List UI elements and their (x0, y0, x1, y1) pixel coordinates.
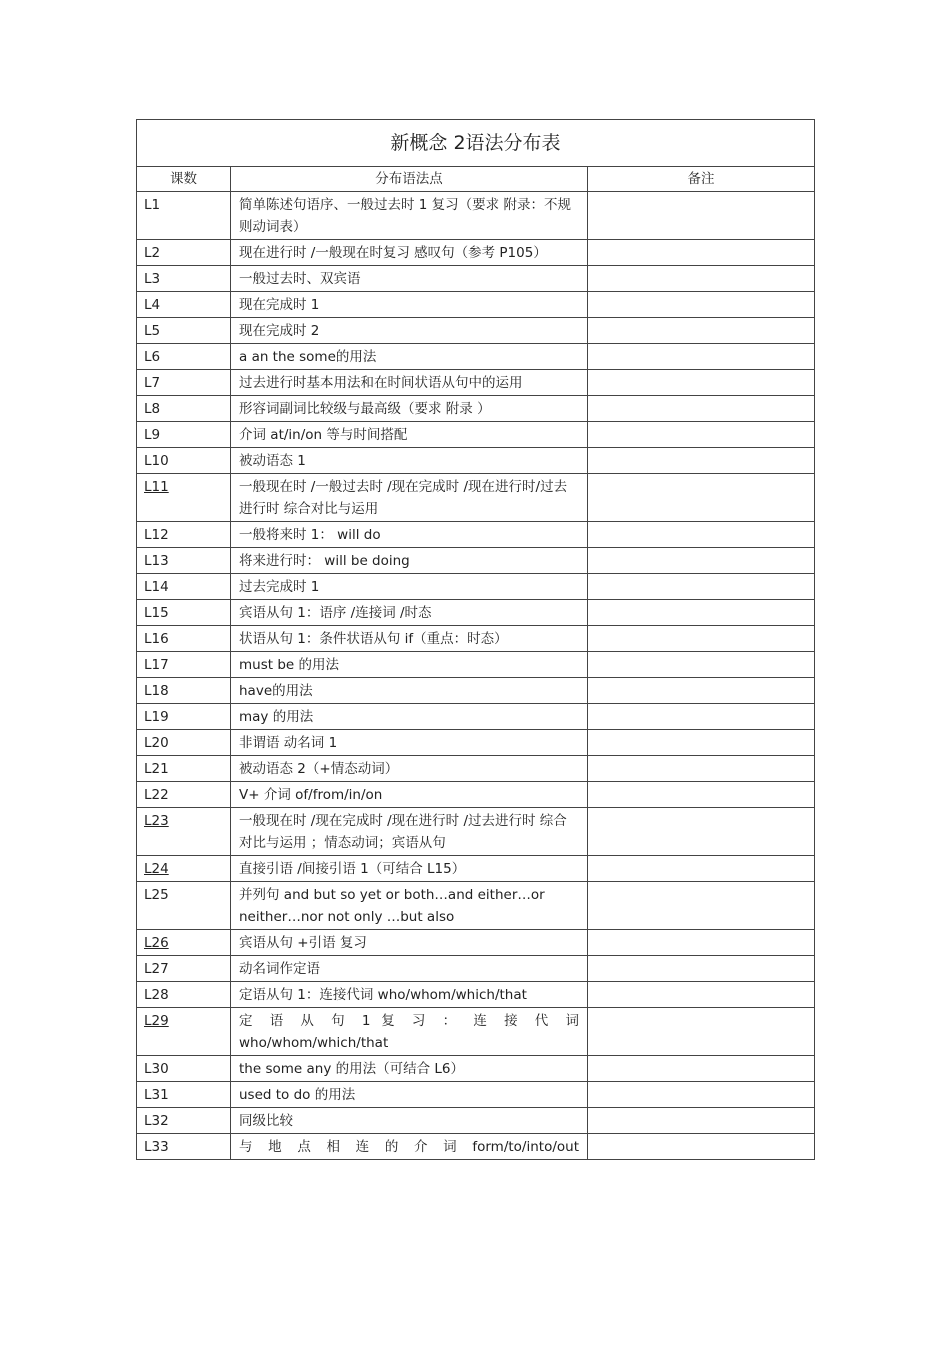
lesson-number: L12 (144, 527, 169, 543)
grammar-point-cell: 一般过去时、双宾语 (231, 266, 588, 292)
lesson-cell (137, 292, 231, 318)
table-row (137, 192, 815, 240)
table-row (137, 756, 815, 782)
grammar-point-cell: 同级比较 (231, 1108, 588, 1134)
note-cell (588, 756, 815, 782)
lesson-number: L17 (144, 657, 169, 673)
lesson-cell (137, 266, 231, 292)
lesson-cell (137, 344, 231, 370)
lesson-number: L30 (144, 1061, 169, 1077)
table-row (137, 522, 815, 548)
lesson-number: L10 (144, 453, 169, 469)
lesson-cell (137, 982, 231, 1008)
header-lesson: 课数 (137, 167, 231, 192)
lesson-number: L19 (144, 709, 169, 725)
lesson-cell (137, 756, 231, 782)
lesson-number: L1 (144, 197, 161, 213)
lesson-number: L31 (144, 1087, 169, 1103)
note-cell (588, 1082, 815, 1108)
lesson-cell (137, 548, 231, 574)
grammar-point-cell: 状语从句 1：条件状语从句 if（重点：时态） (231, 626, 588, 652)
lesson-cell (137, 1056, 231, 1082)
note-cell (588, 782, 815, 808)
lesson-cell (137, 704, 231, 730)
note-cell (588, 1056, 815, 1082)
grammar-point-cell: the some any 的用法（可结合 L6） (231, 1056, 588, 1082)
lesson-cell (137, 574, 231, 600)
note-cell (588, 548, 815, 574)
note-cell (588, 930, 815, 956)
lesson-number: L23 (144, 813, 169, 829)
lesson-number: L29 (144, 1013, 169, 1029)
lesson-cell (137, 856, 231, 882)
lesson-number: L11 (144, 479, 169, 495)
grammar-point-cell: 过去完成时 1 (231, 574, 588, 600)
lesson-cell (137, 448, 231, 474)
lesson-number: L2 (144, 245, 161, 261)
table-row (137, 856, 815, 882)
lesson-cell (137, 808, 231, 856)
lesson-cell (137, 930, 231, 956)
note-cell (588, 396, 815, 422)
note-cell (588, 956, 815, 982)
table-row (137, 1082, 815, 1108)
grammar-point-cell: 非谓语 动名词 1 (231, 730, 588, 756)
table-row (137, 930, 815, 956)
table-row (137, 600, 815, 626)
table-row (137, 808, 815, 856)
table-row (137, 704, 815, 730)
grammar-point-cell: 被动语态 1 (231, 448, 588, 474)
lesson-number: L15 (144, 605, 169, 621)
grammar-point-cell: 一般将来时 1： will do (231, 522, 588, 548)
page-title: 新概念 2语法分布表 (137, 120, 815, 167)
table-row (137, 240, 815, 266)
grammar-point-cell: 形容词副词比较级与最高级（要求 附录 ） (231, 396, 588, 422)
lesson-cell (137, 1134, 231, 1160)
grammar-point-cell: 宾语从句 +引语 复习 (231, 930, 588, 956)
note-cell (588, 448, 815, 474)
table-row (137, 292, 815, 318)
lesson-number: L22 (144, 787, 169, 803)
grammar-distribution-table (136, 119, 815, 1160)
lesson-number: L3 (144, 271, 161, 287)
lesson-number: L27 (144, 961, 169, 977)
grammar-point-cell: 并列句 and but so yet or both…and either…or neither…nor not only …but also (231, 882, 588, 930)
table-row (137, 344, 815, 370)
lesson-cell (137, 678, 231, 704)
table-row (137, 730, 815, 756)
note-cell (588, 318, 815, 344)
header-grammar-points: 分布语法点 (231, 167, 588, 192)
lesson-cell (137, 1008, 231, 1056)
lesson-number: L24 (144, 861, 169, 877)
lesson-number: L20 (144, 735, 169, 751)
lesson-cell (137, 652, 231, 678)
note-cell (588, 730, 815, 756)
title-row (137, 120, 815, 167)
note-cell (588, 192, 815, 240)
header-row (137, 167, 815, 192)
header-notes: 备注 (588, 167, 815, 192)
table-row (137, 266, 815, 292)
grammar-point-cell: 被动语态 2（+情态动词） (231, 756, 588, 782)
table-row (137, 474, 815, 522)
grammar-point-cell: 一般现在时 /一般过去时 /现在完成时 /现在进行时/过去进行时 综合对比与运用 (231, 474, 588, 522)
lesson-number: L18 (144, 683, 169, 699)
lesson-cell (137, 522, 231, 548)
table-row (137, 956, 815, 982)
lesson-number: L7 (144, 375, 161, 391)
table-row (137, 1008, 815, 1056)
lesson-cell (137, 318, 231, 344)
lesson-cell (137, 782, 231, 808)
note-cell (588, 704, 815, 730)
lesson-number: L33 (144, 1139, 169, 1155)
lesson-number: L14 (144, 579, 169, 595)
note-cell (588, 808, 815, 856)
table-row (137, 370, 815, 396)
lesson-number: L9 (144, 427, 161, 443)
table-row (137, 574, 815, 600)
lesson-cell (137, 396, 231, 422)
lesson-cell (137, 474, 231, 522)
grammar-point-cell: 定 语 从 句 1 复 习 ： 连 接 代 词 who/whom/which/that (231, 1008, 588, 1056)
lesson-cell (137, 730, 231, 756)
grammar-point-cell: used to do 的用法 (231, 1082, 588, 1108)
note-cell (588, 600, 815, 626)
grammar-point-cell: must be 的用法 (231, 652, 588, 678)
table-row (137, 882, 815, 930)
note-cell (588, 1008, 815, 1056)
lesson-cell (137, 240, 231, 266)
note-cell (588, 522, 815, 548)
grammar-point-cell: 宾语从句 1：语序 /连接词 /时态 (231, 600, 588, 626)
note-cell (588, 240, 815, 266)
note-cell (588, 626, 815, 652)
grammar-point-cell: 一般现在时 /现在完成时 /现在进行时 /过去进行时 综合对比与运用 ；情态动词；宾语从句 (231, 808, 588, 856)
grammar-point-cell: 现在完成时 2 (231, 318, 588, 344)
grammar-point-cell: 动名词作定语 (231, 956, 588, 982)
grammar-point-cell: 定语从句 1：连接代词 who/whom/which/that (231, 982, 588, 1008)
table-row (137, 1134, 815, 1160)
grammar-point-cell: a an the some的用法 (231, 344, 588, 370)
grammar-point-cell: 将来进行时： will be doing (231, 548, 588, 574)
note-cell (588, 882, 815, 930)
grammar-point-cell: 直接引语 /间接引语 1（可结合 L15） (231, 856, 588, 882)
lesson-number: L5 (144, 323, 161, 339)
lesson-number: L4 (144, 297, 161, 313)
note-cell (588, 474, 815, 522)
note-cell (588, 292, 815, 318)
table-row (137, 422, 815, 448)
grammar-point-cell: 过去进行时基本用法和在时间状语从句中的运用 (231, 370, 588, 396)
grammar-point-cell: 介词 at/in/on 等与时间搭配 (231, 422, 588, 448)
table-row (137, 448, 815, 474)
table-row (137, 652, 815, 678)
lesson-number: L16 (144, 631, 169, 647)
lesson-cell (137, 956, 231, 982)
table-row (137, 1108, 815, 1134)
grammar-point-cell: V+ 介词 of/from/in/on (231, 782, 588, 808)
lesson-cell (137, 1082, 231, 1108)
grammar-point-cell: 现在进行时 /一般现在时复习 感叹句（参考 P105） (231, 240, 588, 266)
lesson-number: L6 (144, 349, 161, 365)
grammar-point-cell: may 的用法 (231, 704, 588, 730)
lesson-number: L26 (144, 935, 169, 951)
note-cell (588, 266, 815, 292)
lesson-cell (137, 370, 231, 396)
lesson-number: L25 (144, 887, 169, 903)
table-body (137, 120, 815, 1160)
note-cell (588, 678, 815, 704)
table-row (137, 982, 815, 1008)
grammar-point-cell: 简单陈述句语序、一般过去时 1 复习（要求 附录：不规则动词表） (231, 192, 588, 240)
lesson-cell (137, 626, 231, 652)
lesson-number: L8 (144, 401, 161, 417)
note-cell (588, 652, 815, 678)
grammar-point-cell: 现在完成时 1 (231, 292, 588, 318)
lesson-cell (137, 600, 231, 626)
lesson-number: L28 (144, 987, 169, 1003)
lesson-number: L21 (144, 761, 169, 777)
grammar-point-cell: have的用法 (231, 678, 588, 704)
note-cell (588, 574, 815, 600)
table-row (137, 548, 815, 574)
table-row (137, 626, 815, 652)
table-row (137, 318, 815, 344)
table-row (137, 782, 815, 808)
table-row (137, 396, 815, 422)
note-cell (588, 1134, 815, 1160)
note-cell (588, 982, 815, 1008)
lesson-cell (137, 422, 231, 448)
note-cell (588, 856, 815, 882)
note-cell (588, 370, 815, 396)
grammar-point-cell: 与 地 点 相 连 的 介 词 form/to/into/out (231, 1134, 588, 1160)
note-cell (588, 344, 815, 370)
lesson-cell (137, 882, 231, 930)
lesson-number: L32 (144, 1113, 169, 1129)
table-row (137, 678, 815, 704)
lesson-number: L13 (144, 553, 169, 569)
table-row (137, 1056, 815, 1082)
note-cell (588, 422, 815, 448)
note-cell (588, 1108, 815, 1134)
lesson-cell (137, 192, 231, 240)
lesson-cell (137, 1108, 231, 1134)
